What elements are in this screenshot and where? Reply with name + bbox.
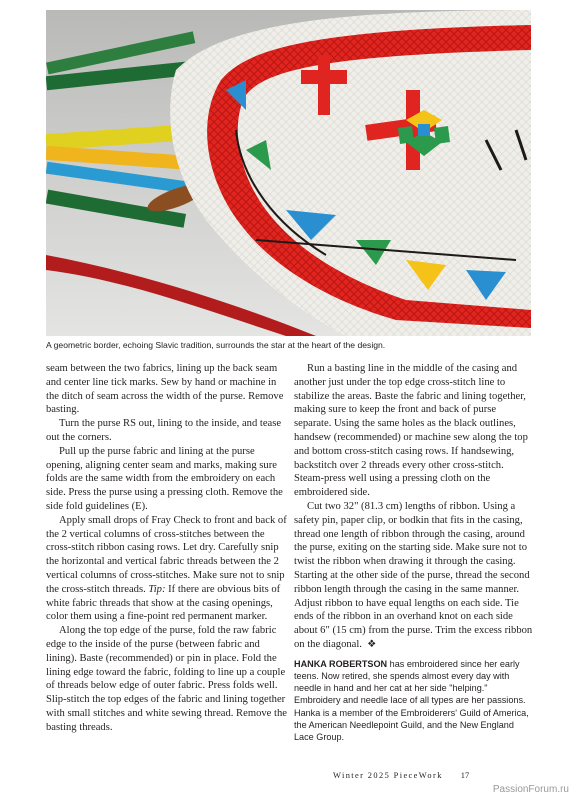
author-name: HANKA ROBERTSON	[294, 658, 388, 669]
left-text-column	[46, 362, 288, 735]
issue-label: Winter 2025 PieceWork	[333, 771, 443, 780]
body-paragraph: Cut two 32" (81.3 cm) lengths of ribbon. Using a safety pin, paper clip, or bodkin that fits in the casing, thread one length of ribbon through the casing, around the purse, exiting on the starting side. Make sure not to twist the ribbon when drawing it through the casing. Starting at the other side of the purse, thread the second ribbon length through the casing in the same manner. Adjust ribbon to have equal lengths on each side. Tie ends of the ribbon in an overhand knot on each side about 6" (15 cm) from the purse. Trim the excess ribbon on the diagonal.	[294, 500, 533, 650]
page-footer	[333, 771, 469, 780]
body-paragraph: Pull up the purse fabric and lining at the purse opening, aligning center seam and marks, making sure folds are the same width from the embroidery on each side. Press the purse using a pressing cloth. Remove the side fold guidelines (E).	[46, 445, 283, 512]
body-paragraph: Run a basting line in the middle of the casing and another just under the top edge cross-stitch line to stabilize the areas. Baste the fabric and lining together, making sure to keep the front and back of purse separate. Using the same holes as the black outlines, handsew (recommended) or machine sew along the top and bottom cross-stitch casing rows. If handsewing, backstitch over 2 threads every other cross-stitch. Steam-press well using a pressing cloth on the embroidered side.	[294, 363, 528, 499]
author-bio	[294, 658, 536, 743]
body-paragraph: seam between the two fabrics, lining up the back seam and center line tick marks. Sew by hand or machine in the ditch of seam across the width of the purse. Remove basting.	[46, 363, 284, 416]
body-paragraph: Apply small drops of Fray Check to front and back of the 2 vertical columns of cross-stitches between the cross-stitch ribbon casing rows. Let dry. Carefully snip the horizontal and vertical fabric threads between the 2 vertical columns of cross-stitches. Make sure not to snip the cross-stitch threads.	[46, 514, 287, 595]
tip-text: If there are obvious bits of white fabric threads that show at the casing openings, color them using a fine-point red permanent marker.	[46, 583, 281, 623]
end-mark-icon: ❖	[367, 638, 377, 650]
body-paragraph: Turn the purse RS out, lining to the inside, and tease out the corners.	[46, 418, 282, 443]
photo-caption: A geometric border, echoing Slavic tradition, surrounds the star at the heart of the design.	[46, 340, 386, 350]
watermark: PassionForum.ru	[492, 784, 569, 795]
right-text-column	[294, 362, 536, 743]
embroidered-purse-photo	[46, 10, 531, 336]
body-paragraph: Along the top edge of the purse, fold the raw fabric edge to the inside of the purse (between fabric and lining). Baste (recommended) or pin in place. Fold the lining edge toward the fabric, folding to line up a couple of threads below edge of outer fabric. Press folds well. Slip-stitch the top edges of the fabric and lining together with small stitches and white sewing thread. Remove the basting threads.	[46, 625, 287, 733]
cross-stitch-purse-image	[46, 10, 531, 336]
tip-label: Tip:	[148, 583, 166, 595]
body-paragraph-with-tip	[46, 514, 288, 624]
author-bio-text: has embroidered since her early teens. Now retired, she spends almost every day with needle in hand and her cat at her side "helping." Embroidery and needle lace of all types are her passions. Hanka is a member of the Embroiderers' Guild of America, the American Needlepoint Guild, and the New England Lace Group.	[294, 658, 529, 742]
page-number: 17	[460, 771, 470, 780]
body-paragraph-final	[294, 500, 536, 652]
